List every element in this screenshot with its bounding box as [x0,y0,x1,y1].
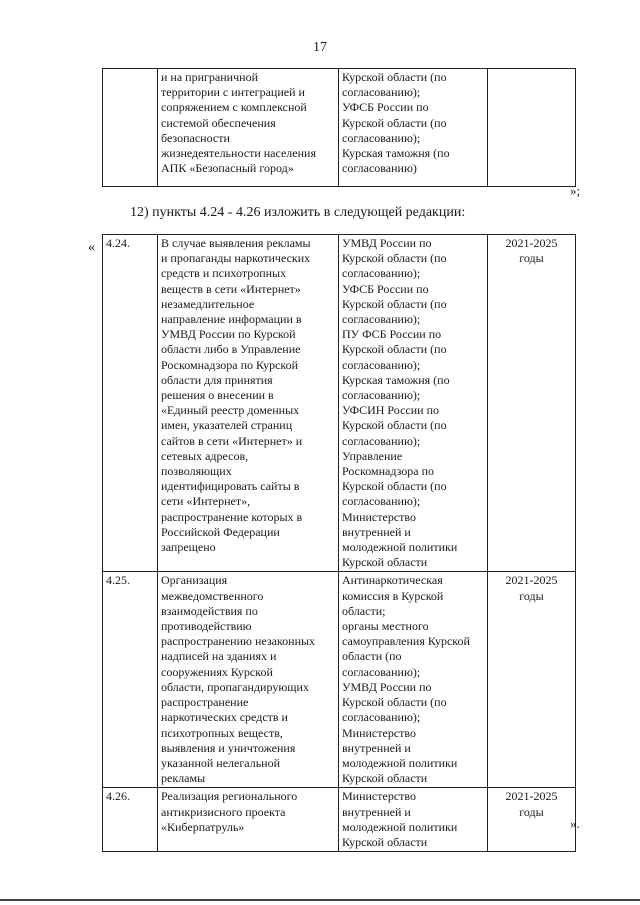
term [488,788,576,852]
text-line: распространение [161,695,249,710]
text-line: молодежной политики [342,755,458,770]
text-line: запрещено [161,540,216,555]
continuation-table [102,68,576,187]
text-line: Курской области [342,555,428,570]
text-line: согласованию); [342,664,421,679]
text-line: Курская таможня (по [342,146,450,161]
text-line: комиссия в Курской [342,588,444,603]
text-line: указанной нелегальной [161,755,281,770]
text-line: согласованию); [342,130,421,145]
text-line: Курской области (по [342,296,447,311]
text-line: противодействию [161,619,252,634]
text-line: веществ в сети «Интернет» [161,281,301,296]
text-line: сайтов в сети «Интернет» и [161,433,303,448]
text-line: антикризисного проекта [161,804,286,819]
text-line: Управление [342,448,403,463]
text-line: наркотических средств и [161,710,288,725]
measure-name [158,235,339,572]
text-line: Курской области (по [342,695,447,710]
text-line: УФСБ России по [342,281,429,296]
text-line: надписей на зданиях и [161,649,277,664]
text-line: 2021-2025 [505,789,558,804]
text-line: УМВД России по Курской [161,327,296,342]
text-line: УМВД России по [342,679,432,694]
scan-edge-line [0,899,640,901]
text-line: межведомственного [161,588,264,603]
text-line: самоуправления Курской [342,634,470,649]
responsible-parties [339,235,488,572]
text-line: Реализация регионального [161,789,298,804]
table-row [103,788,576,852]
text-line: годы [519,804,544,819]
term [488,235,576,572]
closing-quote: ». [570,816,580,831]
text-line: рекламы [161,771,206,786]
text-line: «Киберпатруль» [161,819,245,834]
text-line: УМВД России по [342,236,432,250]
text-line: сетевых адресов, [161,448,249,463]
row-number [103,69,158,187]
text-line: согласованию) [342,161,417,176]
text-line: согласованию); [342,312,421,327]
text-line: Курской области (по [342,251,447,266]
text-line: Роскомнадзора по Курской [161,357,299,372]
table-row [103,235,576,572]
text-line: Курской области (по [342,70,447,84]
row-number: 4.24. [103,235,158,572]
text-line: внутренней и [342,524,411,539]
text-line: согласованию); [342,357,421,372]
measure-name [158,69,339,187]
text-line: Курской области (по [342,479,447,494]
text-line: 2021-2025 [505,573,558,588]
page-number: 17 [313,40,327,55]
text-line: согласованию); [342,433,421,448]
responsible-parties [339,69,488,187]
term [488,69,576,187]
text-line: согласованию); [342,710,421,725]
text-line: сопряжением с комплексной [161,100,307,115]
table-row [103,572,576,788]
measure-name [158,788,339,852]
text-line: согласованию); [342,266,421,281]
text-line: распространение которых в [161,509,303,524]
text-line: решения о внесении в [161,388,274,403]
text-line: имен, указателей страниц [161,418,293,433]
opening-quote: « [88,240,95,255]
text-line: 2021-2025 [505,236,558,250]
text-line: безопасности [161,130,230,145]
text-line: годы [519,588,544,603]
text-line: Министерство [342,725,416,740]
text-line: Курской области [342,771,428,786]
text-line: годы [519,251,544,266]
responsible-parties [339,788,488,852]
term [488,572,576,788]
text-line: и пропаганды наркотических [161,251,311,266]
text-line: взаимодействия по [161,603,258,618]
text-line: ПУ ФСБ России по [342,327,442,342]
amendment-instruction: 12) пункты 4.24 - 4.26 изложить в следующей редакции: [130,205,466,220]
text-line: согласованию); [342,85,421,100]
text-line: системой обеспечения [161,115,276,130]
text-line: внутренней и [342,740,411,755]
text-line: и на приграничной [161,70,258,84]
text-line: психотропных веществ, [161,725,283,740]
text-line: Курской области (по [342,418,447,433]
text-line: выявления и уничтожения [161,740,296,755]
text-line: УФСБ России по [342,100,429,115]
row-number: 4.26. [103,788,158,852]
closing-quote: »; [570,183,581,198]
table-row [103,69,576,187]
text-line: области (по [342,649,402,664]
text-line: Антинаркотическая [342,573,443,588]
text-line: Министерство [342,789,416,804]
measures-table [102,234,576,852]
text-line: Роскомнадзора по [342,464,435,479]
text-line: направление информации в [161,312,302,327]
text-line: молодежной политики [342,819,458,834]
text-line: позволяющих [161,464,232,479]
row-number: 4.25. [103,572,158,788]
text-line: средств и психотропных [161,266,287,281]
text-line: АПК «Безопасный город» [161,161,294,176]
text-line: Курская таможня (по [342,372,450,387]
text-line: Российской Федерации [161,524,280,539]
text-line: незамедлительное [161,296,255,311]
text-line: Министерство [342,509,416,524]
text-line: Курской области (по [342,115,447,130]
text-line: внутренней и [342,804,411,819]
text-line: области либо в Управление [161,342,301,357]
text-line: сооружениях Курской [161,664,273,679]
text-line: распространению незаконных [161,634,316,649]
text-line: жизнедеятельности населения [161,146,316,161]
text-line: согласованию); [342,494,421,509]
text-line: территории с интеграцией и [161,85,305,100]
text-line: Курской области [342,834,428,849]
text-line: Курской области (по [342,342,447,357]
text-line: УФСИН России по [342,403,440,418]
responsible-parties [339,572,488,788]
text-line: «Единый реестр доменных [161,403,300,418]
text-line: органы местного [342,619,429,634]
text-line: области для принятия [161,372,273,387]
measure-name [158,572,339,788]
text-line: идентифицировать сайты в [161,479,300,494]
text-line: области, пропагандирующих [161,679,309,694]
text-line: Организация [161,573,228,588]
text-line: области; [342,603,386,618]
text-line: В случае выявления рекламы [161,236,311,250]
text-line: молодежной политики [342,540,458,555]
text-line: согласованию); [342,388,421,403]
text-line: сети «Интернет», [161,494,251,509]
